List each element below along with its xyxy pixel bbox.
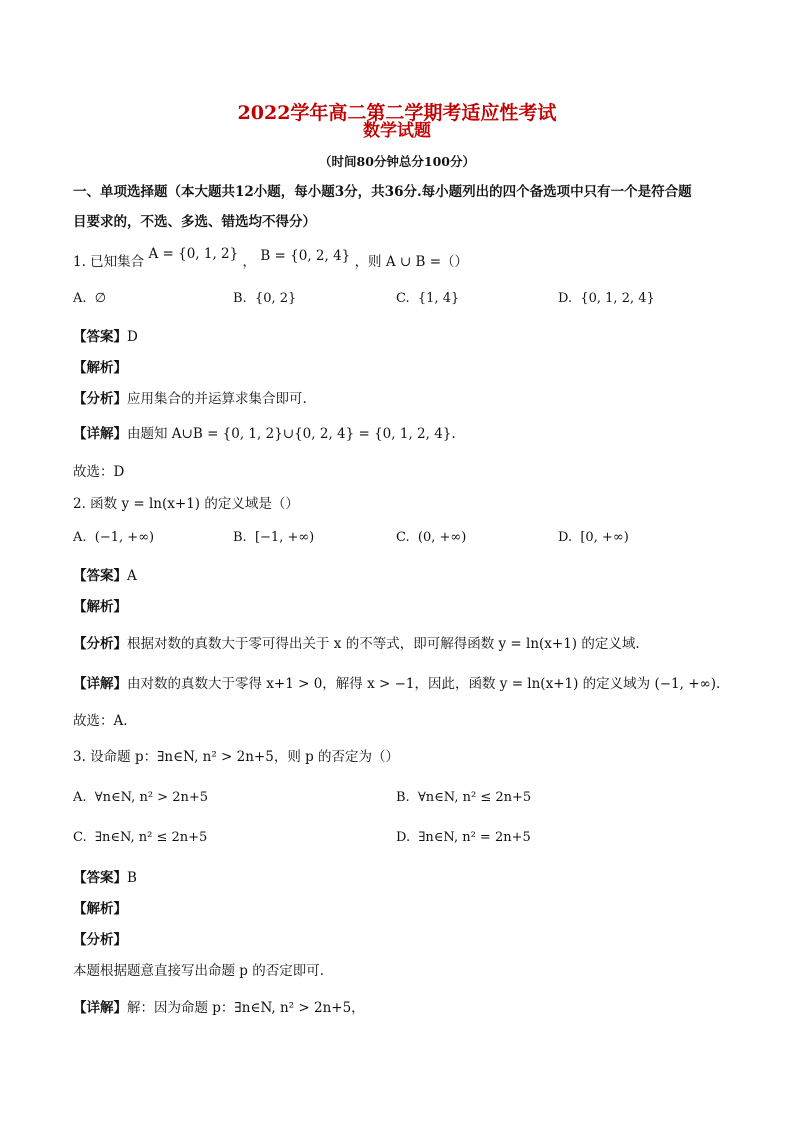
q2-xiangjie: 【详解】由对数的真数大于零得 x+1 > 0，解得 x > −1，因此，函数 y = ln(x+1) 的定义域为 (−1, +∞). [73, 676, 721, 692]
q3-option-c: C. ∃n∈N, n² ≤ 2n+5 [73, 830, 208, 845]
q2-conclusion: 故选：A. [73, 713, 128, 729]
q1-answer: 【答案】D [73, 329, 138, 345]
q1-option-d: D. {0, 1, 2, 4} [558, 291, 655, 306]
q1-option-a: A. ∅ [73, 291, 107, 306]
q1-stem-prefix: 1. 已知集合 [73, 254, 145, 270]
q3-fenxi-tag: 【分析】 [73, 932, 127, 948]
q2-answer: 【答案】A [73, 568, 137, 584]
q1-option-c: C. {1, 4} [396, 291, 460, 306]
q3-option-b: B. ∀n∈N, n² ≤ 2n+5 [396, 790, 532, 805]
question-2-stem: 2. 函数 y = ln(x+1) 的定义域是（） [73, 496, 299, 512]
q2-option-d: D. [0, +∞) [558, 530, 629, 545]
question-3-stem: 3. 设命题 p：∃n∈N, n² > 2n+5，则 p 的否定为（） [73, 749, 400, 765]
q1-fenxi: 【分析】应用集合的并运算求集合即可. [73, 391, 307, 407]
q1-set-b: B = {0, 2, 4} [260, 248, 351, 264]
section-heading-line-2: 目要求的，不选、多选、错选均不得分） [73, 214, 316, 230]
q1-stem-suffix: ，则 A ∪ B =（） [354, 254, 469, 270]
q1-separator: ， [242, 254, 257, 270]
q2-option-c: C. (0, +∞) [396, 530, 467, 545]
q1-xiangjie: 【详解】由题知 A∪B = {0, 1, 2}∪{0, 2, 4} = {0, 1, 2, 4}. [73, 426, 456, 442]
q1-option-b: B. {0, 2} [233, 291, 297, 306]
q2-option-a: A. (−1, +∞) [73, 530, 155, 545]
exam-time-note: （时间80分钟总分100分） [319, 154, 475, 169]
q2-analysis-tag: 【解析】 [73, 599, 127, 615]
q3-answer: 【答案】B [73, 870, 137, 886]
q2-option-b: B. [−1, +∞) [233, 530, 315, 545]
q1-conclusion: 故选：D [73, 464, 125, 480]
exam-subtitle: 数学试题 [363, 121, 431, 141]
exam-title: 2022学年高二第二学期考适应性考试 [237, 102, 557, 124]
q3-option-d: D. ∃n∈N, n² = 2n+5 [396, 830, 531, 845]
q2-fenxi: 【分析】根据对数的真数大于零可得出关于 x 的不等式，即可解得函数 y = ln(x+1) 的定义域. [73, 636, 640, 652]
q3-analysis-tag: 【解析】 [73, 901, 127, 917]
q3-xiangjie: 【详解】解：因为命题 p：∃n∈N, n² > 2n+5， [73, 1000, 365, 1016]
question-1-stem [73, 246, 469, 272]
q3-option-a: A. ∀n∈N, n² > 2n+5 [73, 790, 208, 805]
q1-set-a: A = {0, 1, 2} [148, 246, 239, 262]
section-heading-line-1: 一、单项选择题（本大题共12小题，每小题3分，共36分.每小题列出的四个备选项中只有一个是符合题 [73, 184, 692, 200]
q1-analysis-tag: 【解析】 [73, 360, 127, 376]
q3-fenxi: 本题根据题意直接写出命题 p 的否定即可. [73, 963, 325, 979]
